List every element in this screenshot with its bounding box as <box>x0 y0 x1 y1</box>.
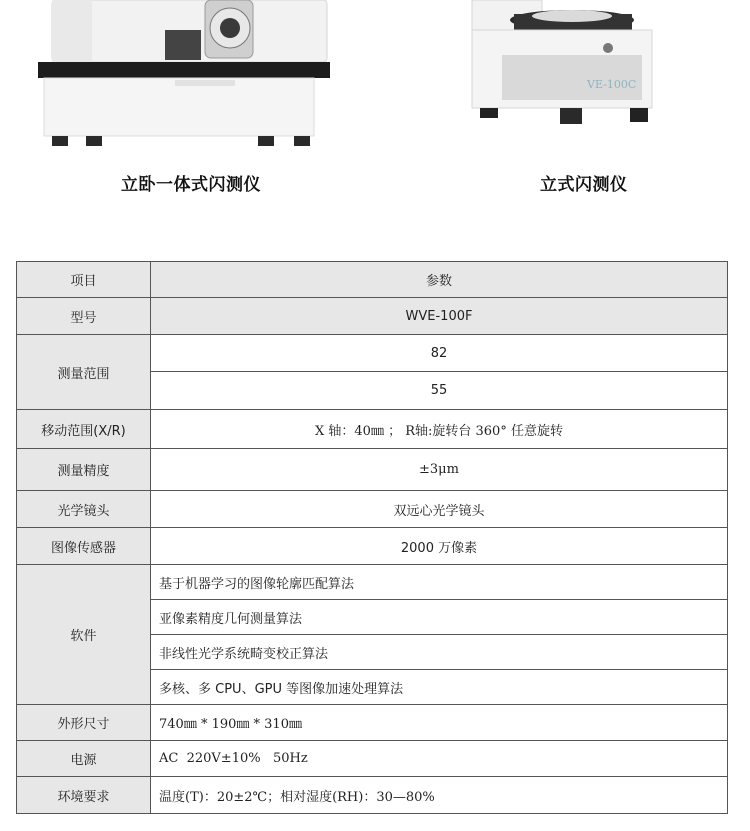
environment-key: 环境要求 <box>17 777 151 814</box>
software-value-2: 亚像素精度几何测量算法 <box>151 600 728 635</box>
model-key: 型号 <box>17 298 151 335</box>
row-range <box>17 335 728 372</box>
power-key: 电源 <box>17 741 151 777</box>
row-accuracy <box>17 449 728 491</box>
row-travel <box>17 410 728 449</box>
range-value-2: 55 <box>151 372 728 410</box>
range-value-1: 82 <box>151 335 728 372</box>
horizontal-vertical-instrument-image <box>30 0 330 150</box>
row-power <box>17 741 728 777</box>
travel-value: X 轴：40㎜ ； R轴:旋转台 360° 任意旋转 <box>151 410 728 449</box>
vertical-instrument-image <box>462 0 662 140</box>
row-dimensions <box>17 705 728 741</box>
sensor-key: 图像传感器 <box>17 528 151 565</box>
software-value-1: 基于机器学习的图像轮廓匹配算法 <box>151 565 728 600</box>
spec-table <box>16 261 728 814</box>
environment-value: 温度(T)：20±2℃；相对湿度(RH)：30—80% <box>151 777 728 814</box>
header-key: 项目 <box>17 262 151 298</box>
accuracy-key: 测量精度 <box>17 449 151 491</box>
row-model <box>17 298 728 335</box>
sensor-value: 2000 万像素 <box>151 528 728 565</box>
software-value-4: 多核、多 CPU、GPU 等图像加速处理算法 <box>151 670 728 705</box>
range-key: 测量范围 <box>17 335 151 410</box>
dimensions-key: 外形尺寸 <box>17 705 151 741</box>
row-software-1 <box>17 565 728 600</box>
row-environment <box>17 777 728 814</box>
caption-vertical: 立式闪测仪 <box>540 175 628 195</box>
travel-key: 移动范围(X/R) <box>17 410 151 449</box>
row-sensor <box>17 528 728 565</box>
model-value: WVE-100F <box>151 298 728 335</box>
optics-key: 光学镜头 <box>17 491 151 528</box>
software-key: 软件 <box>17 565 151 705</box>
header-value: 参数 <box>151 262 728 298</box>
accuracy-value: ±3μm <box>151 449 728 491</box>
optics-value: 双远心光学镜头 <box>151 491 728 528</box>
power-value: AC 220V±10% 50Hz <box>151 741 728 777</box>
model-mark: VE-100C <box>587 78 637 91</box>
software-value-3: 非线性光学系统畸变校正算法 <box>151 635 728 670</box>
row-optics <box>17 491 728 528</box>
caption-horizontal-vertical: 立卧一体式闪测仪 <box>121 175 261 195</box>
table-header-row <box>17 262 728 298</box>
dimensions-value: 740㎜ * 190㎜ * 310㎜ <box>151 705 728 741</box>
